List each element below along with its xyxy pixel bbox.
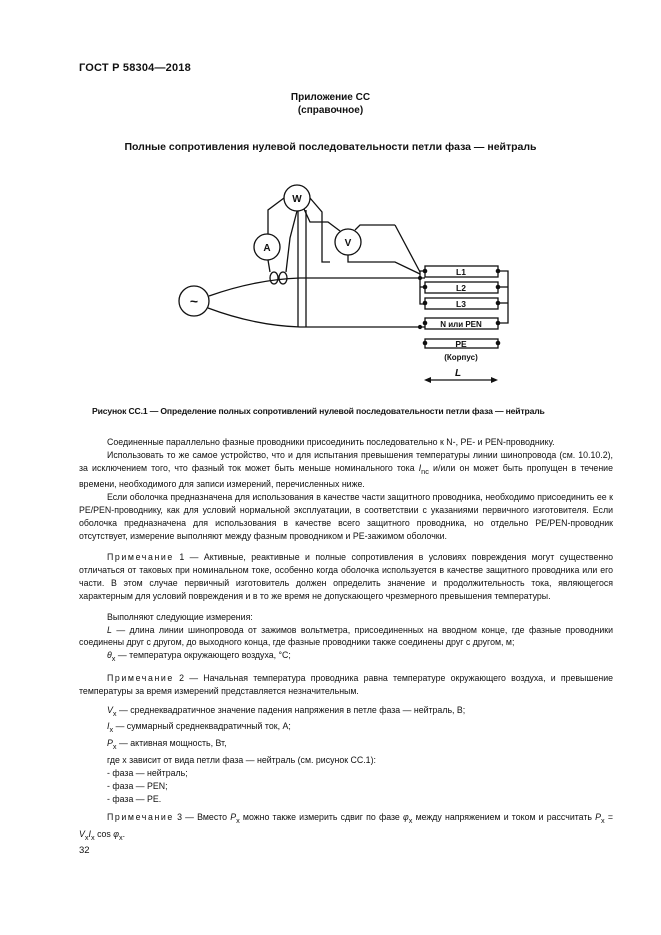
loop-type-intro: где x зависит от вида петли фаза — нейтраль (см. рисунок СС.1): <box>107 754 376 765</box>
busbar-pe-label: PE <box>455 339 467 349</box>
paragraph-measurements: Выполняют следующие измерения: <box>107 611 253 622</box>
definition-current: $I_x$ — суммарный среднеквадратичный ток, А; <box>107 721 291 735</box>
page-number: 32 <box>79 845 90 856</box>
appendix-title: Приложение СС <box>290 92 371 103</box>
definition-temperature: $\theta_x$ — температура окружающего воздуха, °C; <box>107 650 291 664</box>
paragraph-3: Если оболочка предназначена для использования в качестве части защитного проводника, необходимо присоединить ее к PE/PEN-проводнику, как для условий нормальной эксплуатации, в соответствии с указаниями первичного изготовителя. Если оболочка предназначена для использования в качестве всего защитного проводника, но отдельно PE/PEN-проводник отсутствует, измерение выполняют между фазным проводником и PE-зажимом оболочки. <box>79 492 613 542</box>
ac-source-label: ~ <box>189 293 199 309</box>
circuit-diagram <box>0 0 661 400</box>
paragraph-2: Использовать то же самое устройство, что и для испытания превышения температуры линии шинопровода (см. 10.10.2), за исключением того, что фазный ток может быть меньше номинального тока $I_{nc}$ и/или он может быть пропущен в течение времени, необходимого для записи измерений, перечисленных ниже. <box>79 449 613 490</box>
list-item: - фаза — нейтраль; <box>107 767 188 778</box>
section-title: Полные сопротивления нулевой последовательности петли фаза — нейтраль <box>124 141 537 153</box>
wire-top <box>209 278 425 296</box>
wire-bottom <box>208 308 425 327</box>
definition-length: L — длина линии шинопровода от зажимов вольтметра, присоединенных на вводном конце, где фазные проводники соединены друг с другом, до выходного конца, где фазные проводники также соединены друг с другом, м; <box>79 624 613 648</box>
wattmeter-label: W <box>292 194 302 205</box>
ammeter-label: A <box>263 243 271 254</box>
busbar-l3-label: L3 <box>456 299 466 309</box>
paragraph-1: Соединенные параллельно фазные проводники присоединить последовательно к N-, PE- и PEN-проводнику. <box>107 437 555 447</box>
busbar-l2-label: L2 <box>456 283 466 293</box>
note-1: Примечание 1 — Активные, реактивные и полные сопротивления в условиях повреждения могут существенно отличаться от таковых при номинальном токе, особенно когда оболочка используется в качестве защитного проводника или его части. В этом случае первичный изготовитель должен определить значение и продолжительность тока, являющегося характерным для условий повреждения и в то же время не допускающего чрезмерного превышения температуры. <box>79 552 613 601</box>
definition-voltage: $V_x$ — среднеквадратичное значение падения напряжения в петле фаза — нейтраль, В; <box>107 704 466 718</box>
power-formula: $P_x = V_xI_x$ $\cos \varphi_x$. <box>79 812 613 842</box>
busbar-l1-label: L1 <box>456 267 466 277</box>
list-item: - фаза — PE. <box>107 793 162 804</box>
appendix-subtitle: (справочное) <box>297 105 364 116</box>
busbar-n-label: N или PEN <box>440 320 482 329</box>
standard-header: ГОСТ Р 58304—2018 <box>79 62 191 74</box>
list-item: - фаза — PEN; <box>107 780 168 791</box>
definition-power: $P_x$ — активная мощность, Вт, <box>107 738 227 751</box>
voltmeter-label: V <box>344 238 352 249</box>
busbar-case-label: (Корпус) <box>444 353 478 362</box>
note-2: Примечание 2 — Начальная температура проводника равна температуре окружающего воздуха, и превышение температуры за время измерений представляется незначительным. <box>79 673 613 696</box>
length-label: L <box>454 368 462 379</box>
note-3: Примечание 3 — Вместо $P_x$ можно также измерить сдвиг по фазе $\varphi_x$ между напряжением и током и рассчитать $P_x = V_xI_x$ $\cos \varphi_x$. <box>79 812 613 842</box>
body-text <box>79 436 613 845</box>
figure-caption: Рисунок СС.1 — Определение полных сопротивлений нулевой последовательности петли фаза — нейтраль <box>92 406 545 416</box>
